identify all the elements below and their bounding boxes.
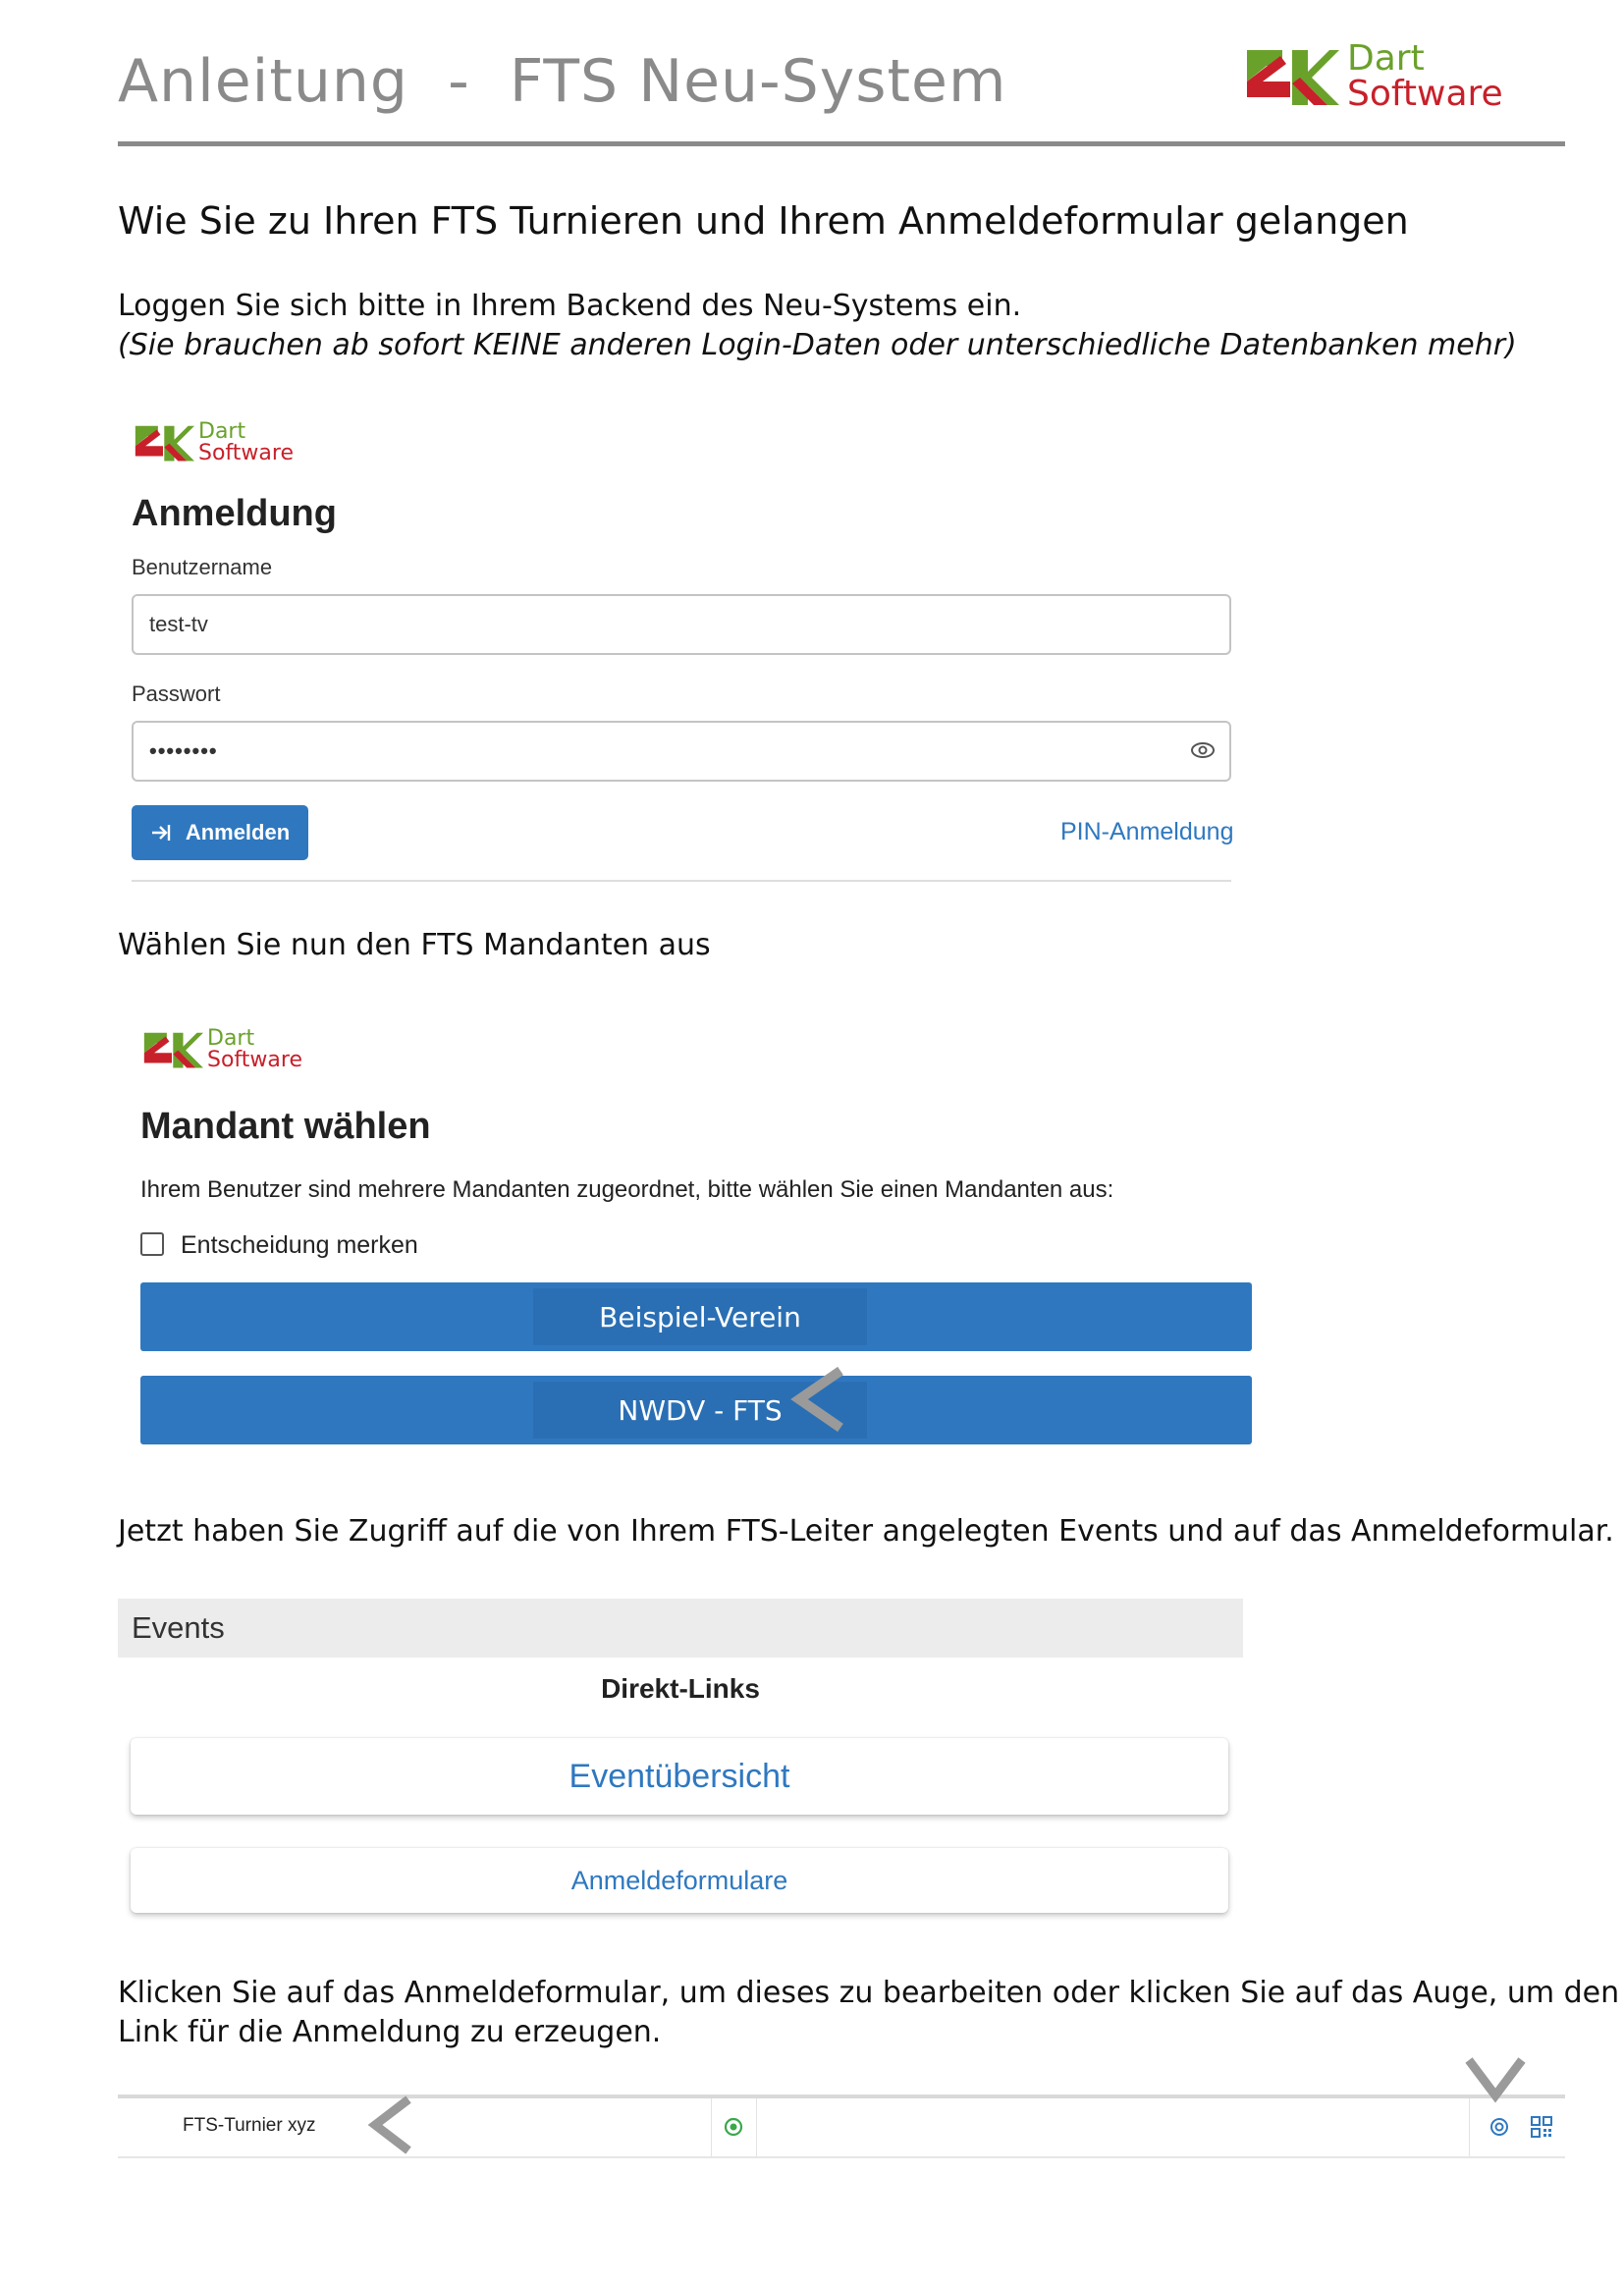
login-logo xyxy=(132,420,294,465)
password-input[interactable] xyxy=(132,721,1231,782)
cell-divider xyxy=(1469,2098,1470,2156)
direct-links-heading: Direkt-Links xyxy=(601,1673,760,1704)
header-divider xyxy=(118,141,1565,146)
logo-text-software: Software xyxy=(207,1048,302,1072)
instruction-select-client: Wählen Sie nun den FTS Mandanten aus xyxy=(118,928,711,962)
username-input[interactable] xyxy=(132,594,1231,655)
logo-text-software: Software xyxy=(1347,74,1503,114)
form-row-top-border xyxy=(118,2095,1565,2098)
show-password-eye-icon[interactable] xyxy=(1190,741,1216,759)
login-divider xyxy=(132,880,1231,882)
active-status-icon xyxy=(724,2117,743,2137)
instruction-edit-form-2: Link für die Anmeldung zu erzeugen. xyxy=(118,2015,662,2049)
registration-form-name[interactable]: FTS-Turnier xyz xyxy=(183,2115,316,2136)
event-overview-card[interactable] xyxy=(131,1738,1228,1815)
password-value: •••••••• xyxy=(149,738,218,763)
pin-login-link[interactable]: PIN-Anmeldung xyxy=(1060,818,1234,845)
instruction-login: Loggen Sie sich bitte in Ihrem Backend des Neu-Systems ein. xyxy=(118,289,1022,323)
pointer-arrow-down-icon xyxy=(1463,2054,1528,2105)
login-heading: Anmeldung xyxy=(132,493,337,534)
events-title: Events xyxy=(132,1610,225,1645)
mandant-heading: Mandant wählen xyxy=(140,1106,431,1147)
logo-text-dart: Dart xyxy=(1347,38,1425,79)
dart-software-logo-icon xyxy=(140,1027,203,1072)
mandant-option-label: NWDV - FTS xyxy=(533,1382,867,1439)
login-button-label: Anmelden xyxy=(185,820,291,844)
qr-code-icon[interactable] xyxy=(1531,2116,1552,2138)
logo-text-dart: Dart xyxy=(198,419,246,444)
instruction-edit-form: Klicken Sie auf das Anmeldeformular, um dieses zu bearbeiten oder klicken Sie auf das Auge, um den xyxy=(118,1976,1620,2010)
dart-software-logo-icon xyxy=(132,420,194,465)
eye-view-link-icon[interactable] xyxy=(1489,2117,1510,2137)
mandant-option-button[interactable] xyxy=(140,1376,1252,1444)
registration-forms-card[interactable] xyxy=(131,1848,1228,1913)
cell-divider xyxy=(756,2098,757,2156)
mandant-option-button[interactable] xyxy=(140,1282,1252,1351)
mandant-description: Ihrem Benutzer sind mehrere Mandanten zugeordnet, bitte wählen Sie einen Mandanten aus: xyxy=(140,1176,1114,1203)
username-label: Benutzername xyxy=(132,555,273,579)
document-title: Anleitung - FTS Neu-System xyxy=(118,47,1007,116)
pointer-arrow-left-icon xyxy=(363,2095,414,2154)
password-label: Passwort xyxy=(132,681,221,706)
instruction-access-events: Jetzt haben Sie Zugriff auf die von Ihrem FTS-Leiter angelegten Events und auf das Anmeldeformular. xyxy=(118,1514,1614,1549)
dart-software-logo-icon xyxy=(1241,42,1339,111)
registration-forms-label: Anmeldeformulare xyxy=(570,1865,788,1895)
username-value: test-tv xyxy=(149,612,208,636)
header-logo xyxy=(1241,38,1503,114)
cell-divider xyxy=(711,2098,712,2156)
mandant-logo xyxy=(140,1027,302,1072)
instruction-login-note: (Sie brauchen ab sofort KEINE anderen Login-Daten oder unterschiedliche Datenbanken mehr) xyxy=(118,328,1517,362)
mandant-option-label: Beispiel-Verein xyxy=(533,1288,867,1345)
remember-decision-label: Entscheidung merken xyxy=(181,1231,418,1259)
login-button[interactable] xyxy=(132,805,308,860)
pointer-arrow-left-icon xyxy=(785,1365,848,1434)
events-header-bar xyxy=(118,1599,1243,1658)
login-arrow-icon xyxy=(150,822,176,843)
section-heading: Wie Sie zu Ihren FTS Turnieren und Ihrem Anmeldeformular gelangen xyxy=(118,199,1409,243)
remember-decision-checkbox[interactable] xyxy=(140,1232,164,1256)
form-row-bottom-border xyxy=(118,2156,1565,2158)
logo-text-software: Software xyxy=(198,441,294,465)
event-overview-label: Eventübersicht xyxy=(568,1757,790,1795)
logo-text-dart: Dart xyxy=(207,1026,255,1051)
